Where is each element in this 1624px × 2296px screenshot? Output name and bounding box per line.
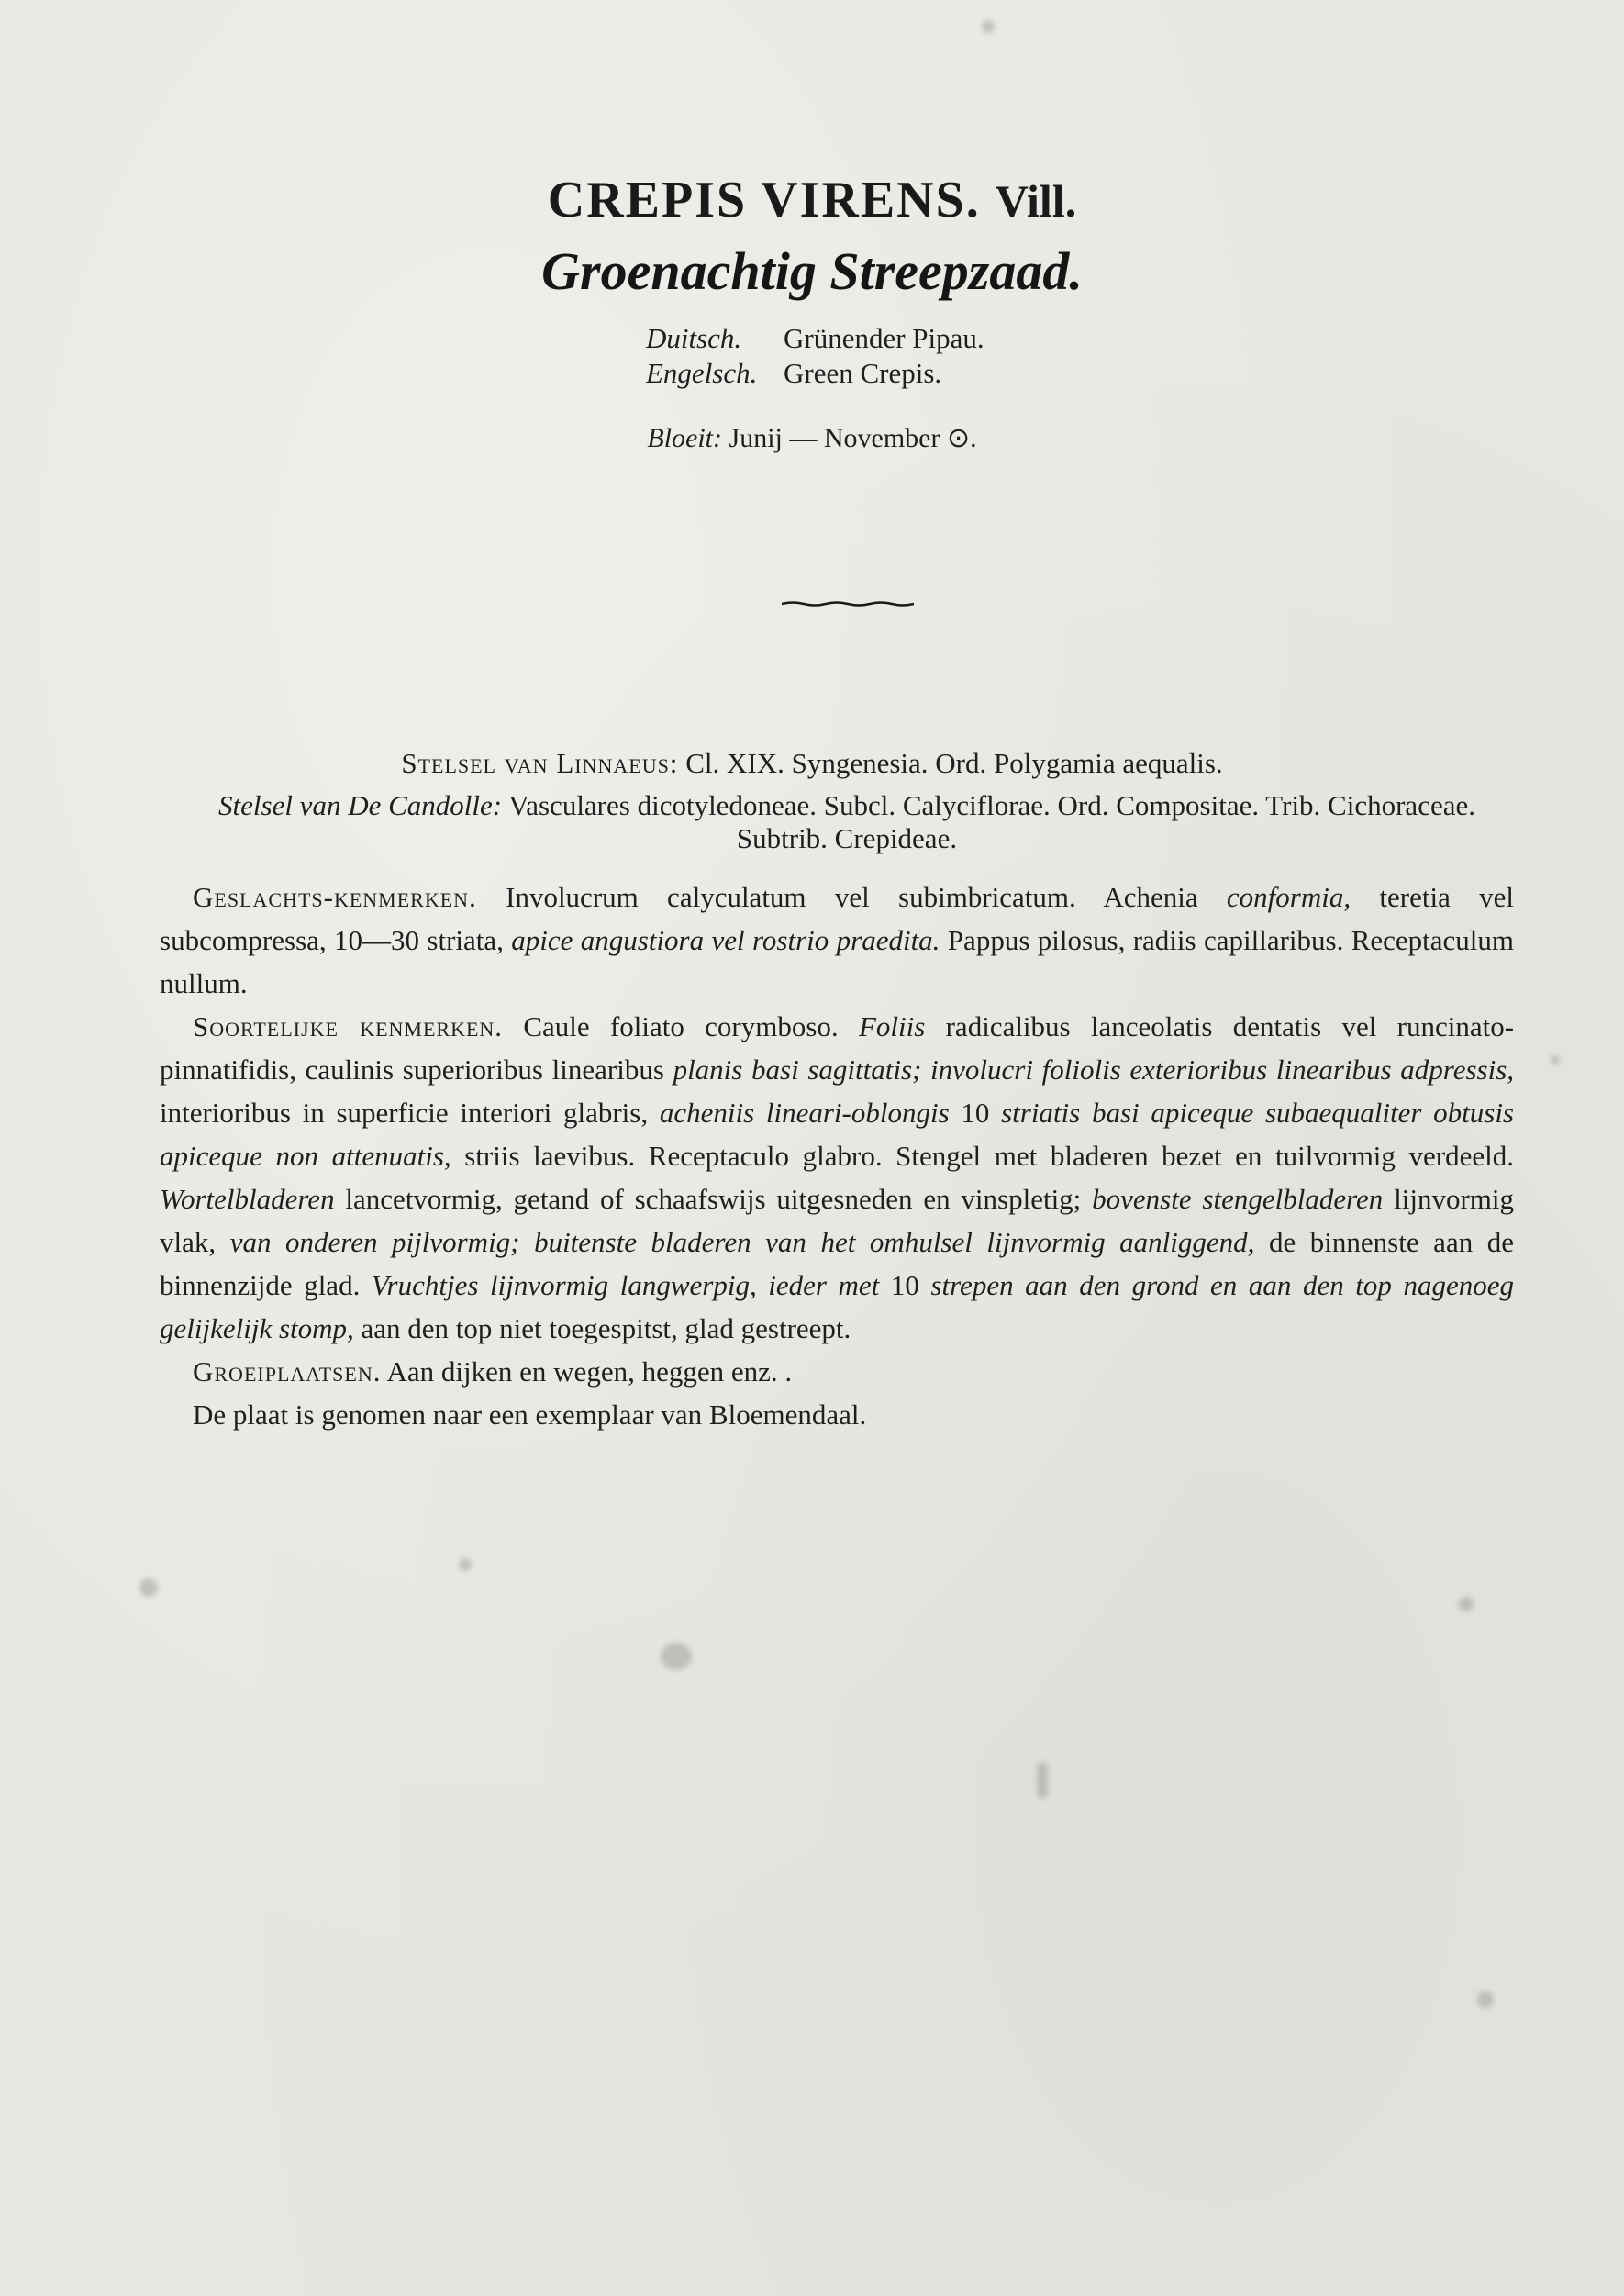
- italic-run: apice angustiora vel rostrio praedita.: [511, 924, 940, 956]
- text-run: 10: [961, 1097, 990, 1129]
- genus-characteristics: [160, 875, 1514, 1005]
- common-name-row: [646, 356, 984, 391]
- linnaeus-text: Cl. XIX. Syngenesia. Ord. Polygamia aequalis.: [685, 747, 1223, 779]
- paper-spot: [459, 1558, 472, 1571]
- italic-run: van onderen pijlvormig; buitenste bladeren van het omhulsel lijnvormig aanliggend,: [229, 1226, 1255, 1258]
- text-run: Caule foliato corymboso.: [523, 1010, 839, 1042]
- species-name: CREPIS VIRENS.: [547, 172, 981, 228]
- italic-run: bovenste stengelbladeren: [1092, 1183, 1384, 1215]
- linnaeus-system: [0, 747, 1624, 780]
- dutch-name: Groenachtig Streepzaad.: [541, 241, 1083, 301]
- italic-run: Foliis: [858, 1010, 926, 1042]
- wavy-divider: [782, 600, 914, 607]
- language-label: Engelsch.: [646, 357, 758, 389]
- text-run: lijnvormig vlak,: [160, 1183, 1515, 1258]
- paper-spot: [1477, 1991, 1494, 2008]
- species-characteristics: [160, 1005, 1514, 1350]
- flowering-period: [0, 422, 1624, 454]
- paper-spot: [1037, 1762, 1048, 1799]
- candolle-text: Vasculares dicotyledoneae. Subcl. Calyciflorae. Ord. Compositae. Trib. Cichoraceae. Subtrib. Crepideae.: [508, 789, 1475, 854]
- species-title: [0, 171, 1624, 229]
- linnaeus-label: Stelsel van Linnaeus:: [401, 747, 679, 779]
- section-label: Geslachts-kenmerken.: [193, 881, 477, 913]
- flowering-label: Bloeit:: [647, 423, 723, 453]
- text-run: striis laevibus. Receptaculo glabro. Stengel met bladeren bezet en tuilvormig verdeeld.: [464, 1140, 1514, 1172]
- paper-spot: [982, 20, 995, 33]
- text-run: teretia vel subcompressa, 10—30 striata,: [160, 881, 1515, 956]
- text-run: aan den top niet toegespitst, glad gestreept.: [361, 1312, 851, 1344]
- candolle-system: [209, 789, 1485, 855]
- paper-spot: [1459, 1597, 1474, 1611]
- plate-note: De plaat is genomen naar een exemplaar van Bloemendaal.: [193, 1399, 867, 1431]
- text-run: lancetvormig, getand of schaafswijs uitgesneden en vinspletig;: [345, 1183, 1082, 1215]
- paper-spot: [139, 1578, 158, 1597]
- text-run: radicalibus lanceolatis dentatis vel runcinato-pinnatifidis, caulinis superioribus linearibus: [160, 1010, 1515, 1086]
- candolle-label: Stelsel van De Candolle:: [218, 789, 503, 821]
- common-name-row: [646, 321, 984, 356]
- text-run: interioribus in superficie interiori glabris,: [160, 1097, 649, 1129]
- italic-run: striatis basi apiceque subaequaliter obtusis apiceque non attenuatis,: [160, 1097, 1514, 1172]
- italic-run: planis basi sagittatis; involucri foliolis exterioribus linearibus adpressis,: [673, 1053, 1515, 1086]
- italic-run: Vruchtjes lijnvormig langwerpig, ieder met: [371, 1269, 880, 1301]
- common-name: Grünender Pipau.: [784, 322, 984, 354]
- paper-spot: [1551, 1055, 1560, 1064]
- text-run: Pappus pilosus, radiis capillaribus. Receptaculum nullum.: [160, 924, 1515, 999]
- language-label: Duitsch.: [646, 322, 742, 354]
- species-author: Vill.: [995, 175, 1077, 227]
- habitat-text: Aan dijken en wegen, heggen enz. .: [386, 1355, 793, 1388]
- common-name: Green Crepis.: [784, 357, 942, 389]
- italic-run: acheniis lineari-oblongis: [659, 1097, 950, 1129]
- italic-run: Wortelbladeren: [160, 1183, 335, 1215]
- text-run: 10: [890, 1269, 919, 1301]
- section-label: Groeiplaatsen.: [193, 1355, 382, 1388]
- habitat: [160, 1350, 1514, 1393]
- flowering-value: Junij — November ⊙.: [729, 423, 977, 453]
- text-run: de binnenste aan de binnenzijde glad.: [160, 1226, 1515, 1301]
- section-label: Soortelijke kenmerken.: [193, 1010, 504, 1042]
- common-names: [646, 321, 984, 391]
- italic-run: strepen aan den grond en aan den top nagenoeg gelijkelijk stomp,: [160, 1269, 1515, 1344]
- italic-run: conformia,: [1226, 881, 1351, 913]
- text-run: Involucrum calyculatum vel subimbricatum. Achenia: [506, 881, 1198, 913]
- paper-spot: [661, 1643, 692, 1670]
- description-body: [160, 875, 1514, 1436]
